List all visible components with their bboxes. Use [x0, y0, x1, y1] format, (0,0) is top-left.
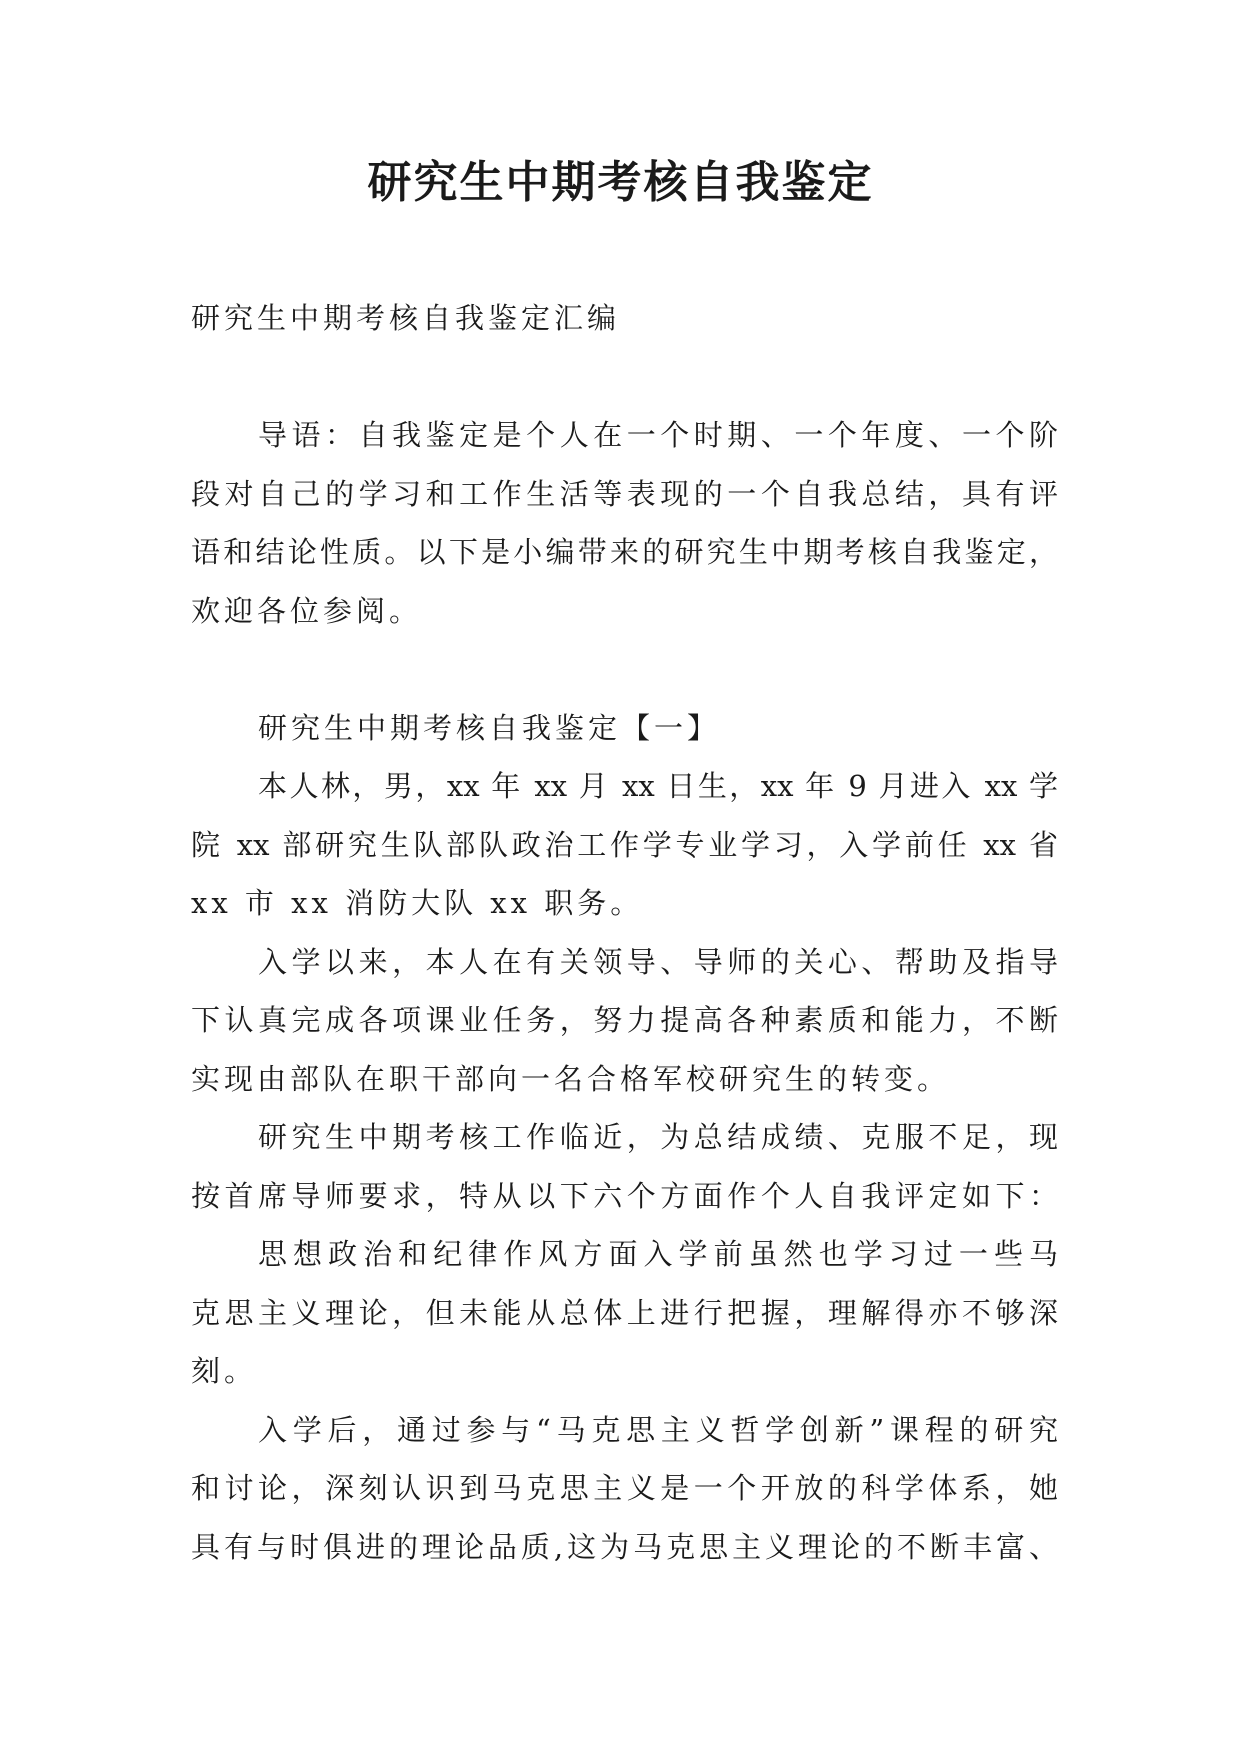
paragraph-line: 本人林，男，xx 年 xx 月 xx 日生，xx 年 9 月进入 xx 学	[258, 769, 1058, 803]
paragraph-line: 和讨论，深刻认识到马克思主义是一个开放的科学体系，她	[191, 1471, 1058, 1505]
paragraph-line: 入学以来，本人在有关领导、导师的关心、帮助及指导	[258, 944, 1058, 979]
paragraph-line: 实现由部队在职干部向一名合格军校研究生的转变。	[191, 1061, 951, 1096]
paragraph-line: 语和结论性质。以下是小编带来的研究生中期考核自我鉴定，	[191, 535, 1058, 569]
paragraph-line: 研究生中期考核工作临近，为总结成绩、克服不足，现	[258, 1120, 1058, 1154]
paragraph	[191, 757, 1058, 933]
blank-line	[191, 348, 1058, 407]
paragraph-line: 具有与时俱进的理论品质,这为马克思主义理论的不断丰富、	[191, 1529, 1058, 1564]
paragraph-line: xx 市 xx 消防大队 xx 职务。	[191, 886, 644, 920]
intro-paragraph	[191, 406, 1058, 640]
paragraph-line: 欢迎各位参阅。	[191, 593, 423, 628]
document-body	[191, 289, 1058, 1576]
paragraph-line: 导语：自我鉴定是个人在一个时期、一个年度、一个阶	[258, 418, 1058, 452]
paragraph-line: 刻。	[191, 1354, 258, 1388]
paragraph	[191, 1401, 1058, 1577]
paragraph	[191, 933, 1058, 1109]
blank-line	[191, 640, 1058, 699]
section-heading: 研究生中期考核自我鉴定【一】	[258, 710, 721, 745]
paragraph-line: 段对自己的学习和工作生活等表现的一个自我总结，具有评	[191, 476, 1058, 511]
paragraph-line: 入学后，通过参与“马克思主义哲学创新”课程的研究	[258, 1412, 1058, 1447]
paragraph	[191, 1108, 1058, 1225]
paragraph-line: 下认真完成各项课业任务，努力提高各种素质和能力，不断	[191, 1003, 1058, 1037]
paragraph	[191, 1225, 1058, 1401]
document-subtitle: 研究生中期考核自我鉴定汇编	[191, 301, 621, 335]
paragraph-line: 按首席导师要求，特从以下六个方面作个人自我评定如下：	[191, 1178, 1058, 1213]
document-title: 研究生中期考核自我鉴定	[367, 157, 874, 208]
paragraph-line: 思想政治和纪律作风方面入学前虽然也学习过一些马	[258, 1237, 1058, 1271]
paragraph-line: 院 xx 部研究生队部队政治工作学专业学习，入学前任 xx 省	[191, 827, 1058, 862]
paragraph-line: 克思主义理论，但未能从总体上进行把握，理解得亦不够深	[191, 1295, 1058, 1330]
